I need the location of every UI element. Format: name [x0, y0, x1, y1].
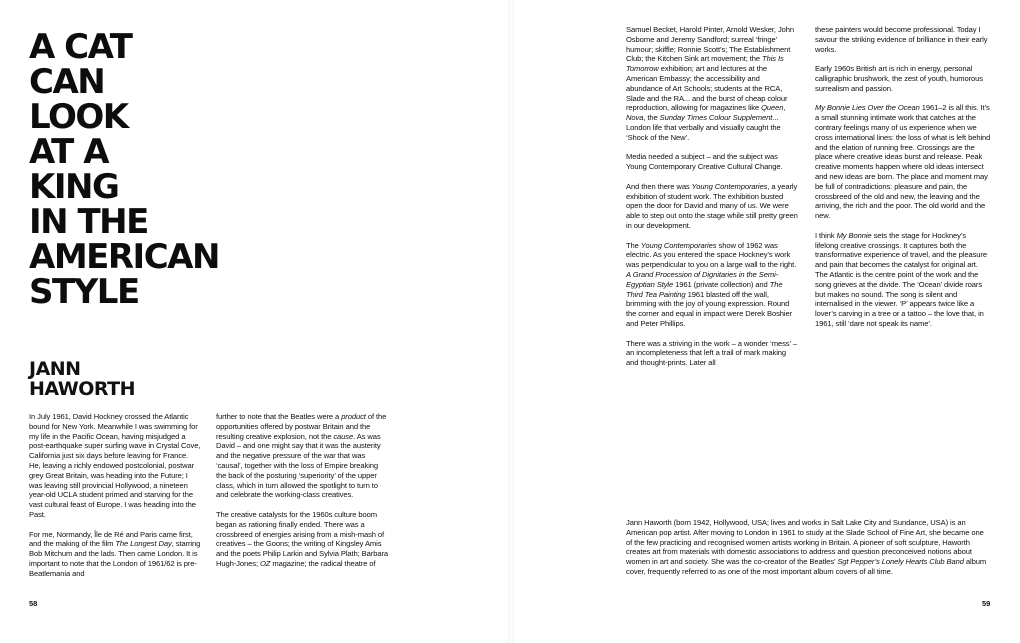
page-gutter	[508, 0, 514, 643]
title-line: AMERICAN	[29, 237, 219, 277]
title-line: KING	[29, 167, 119, 207]
author-line: HAWORTH	[29, 378, 136, 400]
paragraph: For me, Normandy, Île de Ré and Paris came first, and the making of the film The Longest Day, starring Bob Mitchum and the lads. Then came London. It is important to note that the London of 1961/62 is pre-Beatlemania and	[29, 529, 201, 578]
page-number-right: 59	[982, 599, 991, 608]
paragraph: The Young Contemporaries show of 1962 was electric. As you entered the space Hockney’s work was perpendicular to you on a large wall to the right. A Grand Procession of Dignitaries in the Semi-Egyptian Style 1961 (private collection) and The Third Tea Painting 1961 blasted off the wall, brimming with the joy of young expression. Round the corner and equal in impact were Derek Boshier and Peter Phillips.	[626, 240, 797, 328]
author-line: JANN	[29, 358, 81, 380]
text-column-4	[815, 25, 991, 339]
paragraph: In July 1961, David Hockney crossed the Atlantic bound for New York. Meanwhile I was swimming for my life in the Pacific Ocean, having misjudged a post-earthquake super surfing wave in Crystal Cove, California just six days before leaving for France. He, leaving a richly endowed postcolonial, postwar grey Great Britain, was heading into the Future; I was leaving still provincial Hollywood, a nineteen year-old UCLA student primed and starving for the vast cultural feast of Europe. I was heading into the Past.	[29, 412, 201, 519]
text-column-3	[626, 25, 798, 378]
title-line: STYLE	[29, 272, 139, 312]
text-column-1	[29, 412, 201, 588]
paragraph: Media needed a subject – and the subject was Young Contemporary Creative Cultural Change.	[626, 152, 783, 172]
title-line: CAN	[29, 62, 105, 102]
paragraph: I think My Bonnie sets the stage for Hockney’s lifelong creative crossings. It captures both the transformative experience of travel, and the pleasure and pain that becomes the catalyst for original art. The Atlantic is the centre point of the work and the song grieves at the divide. The ‘Ocean’ divide roars but makes no sound. The song is silent and internalised in the viewer. ‘P’ appears twice like a lover’s carving in a tree or a tattoo – the love that, in 1961, still ‘dare not speak its name’.	[815, 230, 987, 328]
paragraph: And then there was Young Contemporaries, a yearly exhibition of student work. The exhibition busted open the door for David and many of us. We were able to step out onto the stage while still pretty green in our development.	[626, 181, 798, 230]
paragraph: these painters would become professional. Today I savour the striking evidence of brilliance in their early works.	[815, 25, 988, 54]
paragraph: Samuel Becket, Harold Pinter, Arnold Wesker, John Osborne and Jeremy Sandford; surreal ‘fringe’ humour; skiffle; Ronnie Scott’s; The Establishment Club; the Kitchen Sink art movement; the This Is Tomorrow exhibition; art and lectures at the American Embassy; the accessibility and abundance of Art Schools; students at the RCA, Slade and the RA... and the burst of cheap colour reproduction, allowing for magazines like Queen, Nova, the Sunday Times Colour Supplement... London life that verbally and visually caught the ‘Shock of the New’.	[626, 25, 795, 142]
paragraph: My Bonnie Lies Over the Ocean 1961–2 is all this. It’s a small stunning intimate work that catches at the contrary feelings many of us experience when we cross international lines: the loss of what is left behind and the elation of running free. Crossings are the place where creative ideas burst and release. Peak creative moments happen where old ideas intersect and new ideas are born. The place and moment may be full of contradictions: pleasure and pain, the crossbreed of the old and new, the leaving and the arriving, the rich and the poor. The old world and the new.	[815, 103, 991, 221]
title-line: AT A	[29, 132, 109, 172]
text-column-2	[216, 412, 388, 579]
essay-title	[29, 27, 329, 312]
title-line: A CAT	[29, 27, 132, 67]
paragraph: There was a striving in the work – a wonder ‘mess’ – an incompleteness that left a trail of mark making and thought-prints. Later all	[626, 338, 797, 368]
paragraph: The creative catalysts for the 1960s culture boom began as rationing finally ended. There was a crossbreed of energies arising from a mish-mash of creatives – the Goons; the writing of Kingsley Amis and the poets Philip Larkin and Sylvia Plath; Barbara Hugh-Jones; OZ magazine; the radical theatre of	[216, 509, 388, 568]
title-line: LOOK	[29, 97, 128, 137]
title-line: IN THE	[29, 202, 148, 242]
author-name	[29, 359, 229, 399]
paragraph: Early 1960s British art is rich in energy, personal calligraphic brushwork, the zest of youth, humorous surrealism and passion.	[815, 64, 983, 93]
paragraph: further to note that the Beatles were a product of the opportunities offered by postwar Britain and the resulting creative explosion, not the cause. As was David – and one might say that it was the austerity and the negative pressure of the war that was ‘causal’, together with the loss of Empire breaking the back of the posturing ‘superiority’ of the upper class, which in turn allowed the spotlight to turn to and celebrate the working-class creatives.	[216, 412, 387, 500]
page-number-left: 58	[29, 599, 38, 608]
artist-biography: Jann Haworth (born 1942, Hollywood, USA; lives and works in Salt Lake City and Sundance, USA) is an American pop artist. After moving to London in 1961 to study at the Slade School of Fine Art, she became one of the few practicing and recognised women artists working in Britain. A pioneer of soft sculpture, Haworth creates art from materials with domestic associations to address and question preconceived notions about women in art and society. She was the co-creator of the Beatles’ Sgt Pepper’s Lonely Hearts Club Band album cover, frequently referred to as one of the most important album covers of all time.	[626, 518, 987, 576]
